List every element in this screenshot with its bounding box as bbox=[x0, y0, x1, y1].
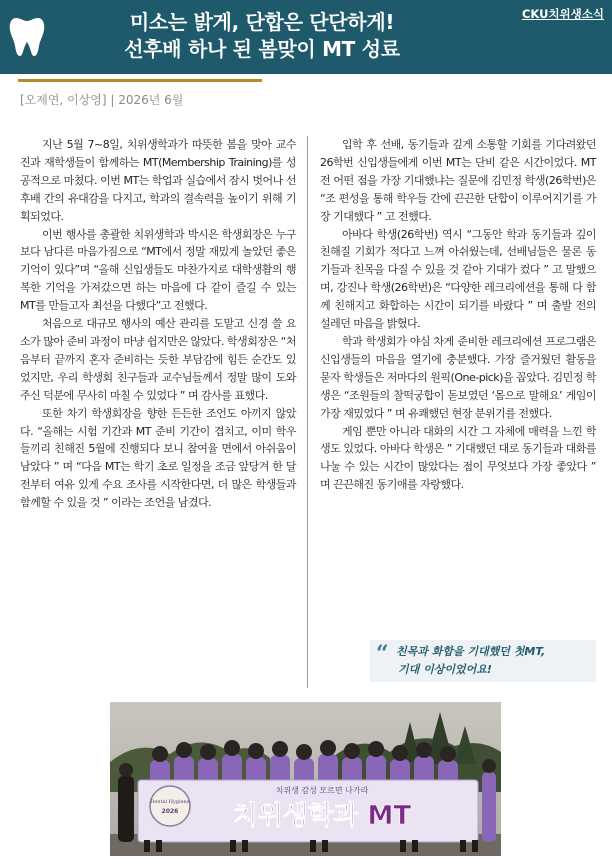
paragraph: 이번 행사를 총괄한 치위생학과 박시은 학생회장은 누구보다 남다른 마음가짐으로 “MT에서 정말 재밌게 놀았던 좋은 기억이 있다”며 “올해 신입생들도 마찬가지로 대학생활의 행복한 기억을 가져갔으면 하는 마음에 다 같이 즐길 수 있는 MT를 만들고자 최선을 다했다”고 전했다. bbox=[20, 227, 296, 313]
paragraph: 아바다 학생(26학번) 역시 “그동안 학과 동기들과 깊이 친해질 기회가 적다고 느껴 아쉬웠는데, 선배님들은 물론 동기들과 친목을 다질 수 있을 것 같아 기대가 컸다 ” 고 말했으며, 강진나 학생(26학번)은 “다양한 레크리에션을 통해 다 함께 친해지고 화합하는 시간이 되기를 바랐다 ” 며 출발 전의 설레던 마음을 밝혔다. bbox=[320, 227, 596, 331]
banner-small-text: 치위생 감성 모르면 나가라 bbox=[275, 786, 369, 795]
headline-line1: 미소는 밝게, 단합은 단단하게! bbox=[129, 10, 395, 34]
paragraph: 지난 5월 7~8일, 치위생학과가 따뜻한 봄을 맞아 교수진과 재학생들이 함께하는 MT(Membership Training)를 성공적으로 마쳤다. 이번 MT는 학업과 실습에서 잠시 벗어나 선후배 간의 유대감을 다지고, 학과의 결속력을 높이기 위해 기획되었다. bbox=[20, 138, 296, 223]
article-column-right bbox=[320, 136, 596, 494]
badge-text: Dental Hygiene bbox=[150, 799, 190, 805]
paragraph: 학과 학생회가 야심 차게 준비한 레크리에션 프로그램은 신입생들의 마음을 열기에 충분했다. 가장 즐거웠던 활동을 묻자 학생들은 저마다의 원픽(One-pick)을 꼽았다. 김민정 학생은 “조원들의 찰떡궁합이 돋보였던 ‘몸으로 말해요’ 게임이 가장 재밌었다 ” 며 유쾌했던 현장 분위기를 전했다. bbox=[320, 334, 596, 420]
paragraph: 게임 뿐만 아니라 대화의 시간 그 자체에 매력을 느낀 학생도 있었다. 아바다 학생은 ” 기대했던 대로 동기들과 대화를 나눌 수 있는 시간이 많았다는 점이 무엇보다 가장 좋았다 ” 며 끈끈해진 동기애를 자랑했다. bbox=[320, 424, 596, 492]
group-photo bbox=[110, 702, 501, 856]
banner-title: 치위생학과 MT bbox=[232, 801, 412, 831]
byline: [오제연, 이상영] | 2026년 6월 bbox=[20, 93, 184, 107]
pull-quote-line1: 친목과 화합을 기대했던 첫MT, bbox=[396, 645, 546, 658]
tooth-icon bbox=[8, 14, 46, 58]
column-divider bbox=[307, 136, 308, 688]
pull-quote bbox=[396, 643, 586, 679]
newsletter-brand-link[interactable]: CKU치위생소식 bbox=[521, 7, 604, 21]
paragraph: 입학 후 선배, 동기들과 깊게 소통할 기회를 기다려왔던 26학번 신입생들에게 이번 MT는 단비 같은 시간이었다. MT 전 어떤 점을 가장 기대했냐는 질문에 김민정 학생(26학번)은 “조 편성을 통해 학우들 간에 끈끈한 단합이 이루어지기를 가장 기대했다 ” 고 전했다. bbox=[320, 138, 596, 223]
article-column-left bbox=[20, 136, 296, 512]
headline-line2: 선후배 하나 된 봄맞이 MT 성료 bbox=[124, 37, 400, 61]
badge-year: 2026 bbox=[161, 808, 179, 815]
headline bbox=[52, 9, 472, 63]
pull-quote-line2: 기대 이상이었어요! bbox=[398, 663, 492, 676]
header-bar bbox=[0, 0, 612, 74]
accent-divider bbox=[18, 79, 262, 82]
paragraph: 처음으로 대규모 행사의 예산 관리를 도맡고 신경 쓸 요소가 많아 준비 과정이 마냥 쉽지만은 않았다. 학생회장은 “처음부터 끝까지 혼자 준비하는 듯한 부담감에 힘든 순간도 있었지만, 우리 학생회 친구들과 교수님들께서 정말 많이 도와 주신 덕분에 무사히 마칠 수 있었다 ” 며 감사를 표했다. bbox=[20, 317, 296, 402]
paragraph: 또한 차기 학생회장을 향한 든든한 조언도 아끼지 않았다. “올해는 시험 기간과 MT 준비 기간이 겹치고, 이미 학우들끼리 친해진 5월에 진행되다 보니 참여율 면에서 아쉬움이 남았다 ” 며 “다음 MT는 학기 초로 일정을 조금 앞당겨 한 달 전부터 여유 있게 수요 조사를 시작한다면, 더 많은 학생들과 함께할 수 있을 것 ” 이라는 조언을 남겼다. bbox=[20, 406, 296, 510]
quote-mark-icon: “ bbox=[376, 641, 389, 667]
group-photo-illustration bbox=[110, 702, 501, 856]
